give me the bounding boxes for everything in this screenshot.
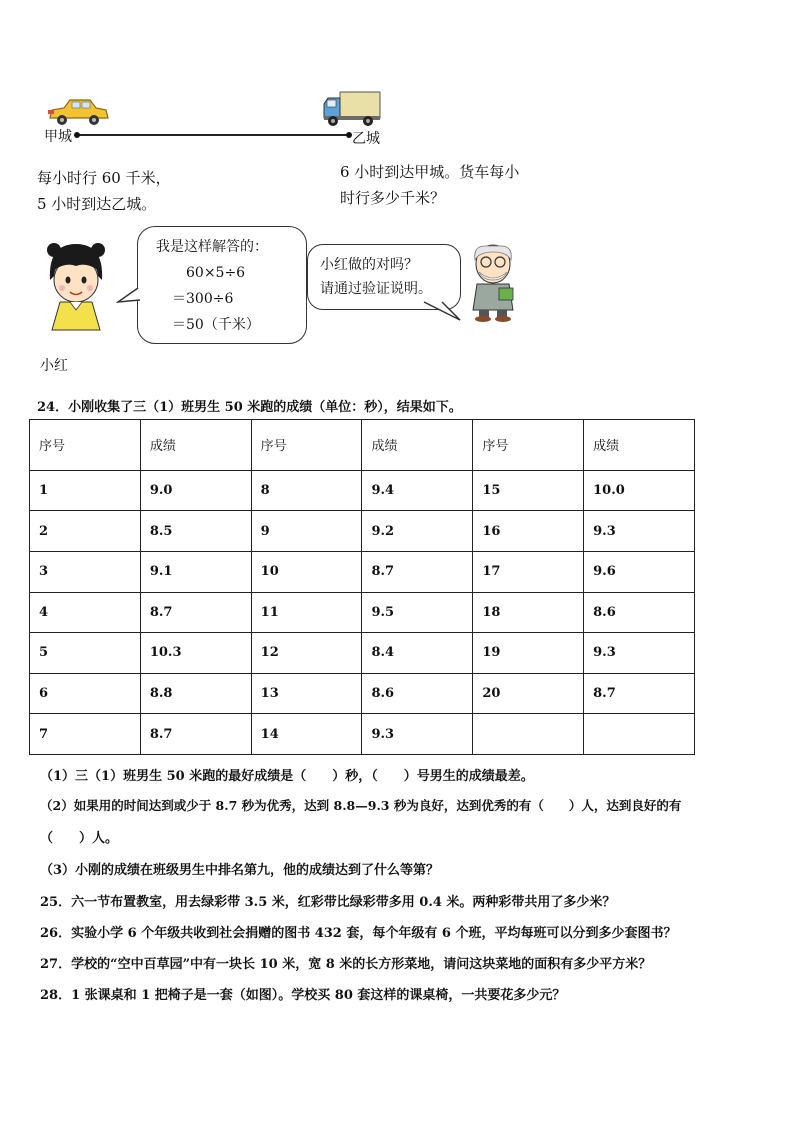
bubble-line: ＝50（千米） bbox=[172, 317, 260, 333]
table-cell: 5 bbox=[30, 633, 141, 674]
table-cell: 9.5 bbox=[362, 592, 473, 633]
car-icon bbox=[46, 96, 110, 128]
table-cell: 11 bbox=[251, 592, 362, 633]
column-header: 序号 bbox=[473, 420, 584, 471]
table-cell: 9.6 bbox=[584, 551, 695, 592]
question-26: 26．实验小学 6 个年级共收到社会捐赠的图书 432 套，每个年级有 6 个班，平均每班可以分到多少套图书？ bbox=[40, 926, 677, 941]
table-row bbox=[30, 470, 695, 511]
bubble-line: 请通过验证说明。 bbox=[320, 281, 432, 297]
car-description bbox=[37, 165, 171, 217]
column-header: 成绩 bbox=[140, 420, 251, 471]
table-cell: 10.3 bbox=[140, 633, 251, 674]
table-cell: 2 bbox=[30, 511, 141, 552]
bubble-line: 小红做的对吗？ bbox=[320, 257, 418, 273]
route-line bbox=[76, 134, 350, 136]
grandpa-illustration bbox=[463, 240, 523, 322]
table-row bbox=[30, 633, 695, 674]
table-cell: 14 bbox=[251, 714, 362, 755]
table-cell: 6 bbox=[30, 673, 141, 714]
column-header: 成绩 bbox=[362, 420, 473, 471]
truck-text-line: 6 小时到达甲城。货车每小 bbox=[340, 163, 520, 181]
city-a-label: 甲城 bbox=[44, 129, 72, 145]
truck-text-line: 时行多少千米？ bbox=[340, 189, 446, 207]
table-cell bbox=[473, 714, 584, 755]
table-cell: 9.0 bbox=[140, 470, 251, 511]
car-text-line: 5 小时到达乙城。 bbox=[37, 195, 157, 213]
question-25: 25．六一节布置教室，用去绿彩带 3.5 米，红彩带比绿彩带多用 0.4 米。两种彩带共用了多少米？ bbox=[40, 895, 616, 910]
question-24-part-3: （3）小刚的成绩在班级男生中排名第九，他的成绩达到了什么等第？ bbox=[40, 863, 440, 878]
table-cell: 8.7 bbox=[362, 551, 473, 592]
table-row bbox=[30, 592, 695, 633]
girl-illustration bbox=[40, 236, 112, 332]
bubble-line: ＝300÷6 bbox=[172, 291, 234, 307]
scores-table bbox=[29, 419, 695, 755]
table-row bbox=[30, 551, 695, 592]
question-24-part-1: （1）三（1）班男生 50 米跑的最好成绩是（ ）秒，（ ）号男生的成绩最差。 bbox=[40, 769, 534, 784]
table-cell: 3 bbox=[30, 551, 141, 592]
question-24-part-2-cont: （ ）人。 bbox=[40, 831, 119, 846]
table-cell: 18 bbox=[473, 592, 584, 633]
table-cell: 8.7 bbox=[140, 714, 251, 755]
girl-speech-bubble bbox=[137, 226, 307, 344]
table-cell: 13 bbox=[251, 673, 362, 714]
question-24-part-2: （2）如果用的时间达到或少于 8.7 秒为优秀，达到 8.8—9.3 秒为良好，达到优秀的有（ ）人，达到良好的有 bbox=[40, 798, 682, 813]
table-cell: 9.3 bbox=[362, 714, 473, 755]
table-cell: 12 bbox=[251, 633, 362, 674]
city-a-dot bbox=[74, 132, 80, 138]
truck-icon bbox=[322, 90, 382, 128]
bubble-line: 60×5÷6 bbox=[186, 265, 246, 281]
table-cell: 8.5 bbox=[140, 511, 251, 552]
table-row bbox=[30, 673, 695, 714]
table-row bbox=[30, 511, 695, 552]
table-cell: 9 bbox=[251, 511, 362, 552]
column-header: 序号 bbox=[251, 420, 362, 471]
table-cell: 16 bbox=[473, 511, 584, 552]
girl-name-label: 小红 bbox=[40, 358, 68, 374]
table-cell: 7 bbox=[30, 714, 141, 755]
table-cell: 10.0 bbox=[584, 470, 695, 511]
table-header-row bbox=[30, 420, 695, 471]
table-cell: 9.3 bbox=[584, 633, 695, 674]
question-28: 28．1 张课桌和 1 把椅子是一套（如图）。学校买 80 套这样的课桌椅，一共要花多少元？ bbox=[40, 988, 566, 1003]
truck-description bbox=[340, 159, 519, 211]
grandpa-bubble-tail bbox=[420, 298, 462, 324]
table-cell: 8.4 bbox=[362, 633, 473, 674]
question-24-intro: 24．小刚收集了三（1）班男生 50 米跑的成绩（单位：秒），结果如下。 bbox=[37, 400, 462, 415]
column-header: 成绩 bbox=[584, 420, 695, 471]
table-cell: 9.4 bbox=[362, 470, 473, 511]
table-cell bbox=[584, 714, 695, 755]
question-27: 27．学校的“空中百草园”中有一块长 10 米，宽 8 米的长方形菜地，请问这块菜地的面积有多少平方米？ bbox=[40, 957, 652, 972]
table-cell: 9.3 bbox=[584, 511, 695, 552]
bubble-line: 我是这样解答的： bbox=[156, 239, 268, 255]
city-b-label: 乙城 bbox=[352, 131, 380, 147]
table-cell: 1 bbox=[30, 470, 141, 511]
girl-bubble-tail bbox=[116, 286, 142, 310]
table-cell: 8.6 bbox=[362, 673, 473, 714]
table-cell: 8.7 bbox=[584, 673, 695, 714]
table-cell: 9.2 bbox=[362, 511, 473, 552]
table-cell: 15 bbox=[473, 470, 584, 511]
car-text-line: 每小时行 60 千米， bbox=[37, 169, 171, 187]
table-cell: 19 bbox=[473, 633, 584, 674]
table-cell: 4 bbox=[30, 592, 141, 633]
table-cell: 9.1 bbox=[140, 551, 251, 592]
table-row bbox=[30, 714, 695, 755]
table-cell: 20 bbox=[473, 673, 584, 714]
table-cell: 8.6 bbox=[584, 592, 695, 633]
table-cell: 8.7 bbox=[140, 592, 251, 633]
table-cell: 10 bbox=[251, 551, 362, 592]
table-cell: 17 bbox=[473, 551, 584, 592]
column-header: 序号 bbox=[30, 420, 141, 471]
table-cell: 8.8 bbox=[140, 673, 251, 714]
table-cell: 8 bbox=[251, 470, 362, 511]
